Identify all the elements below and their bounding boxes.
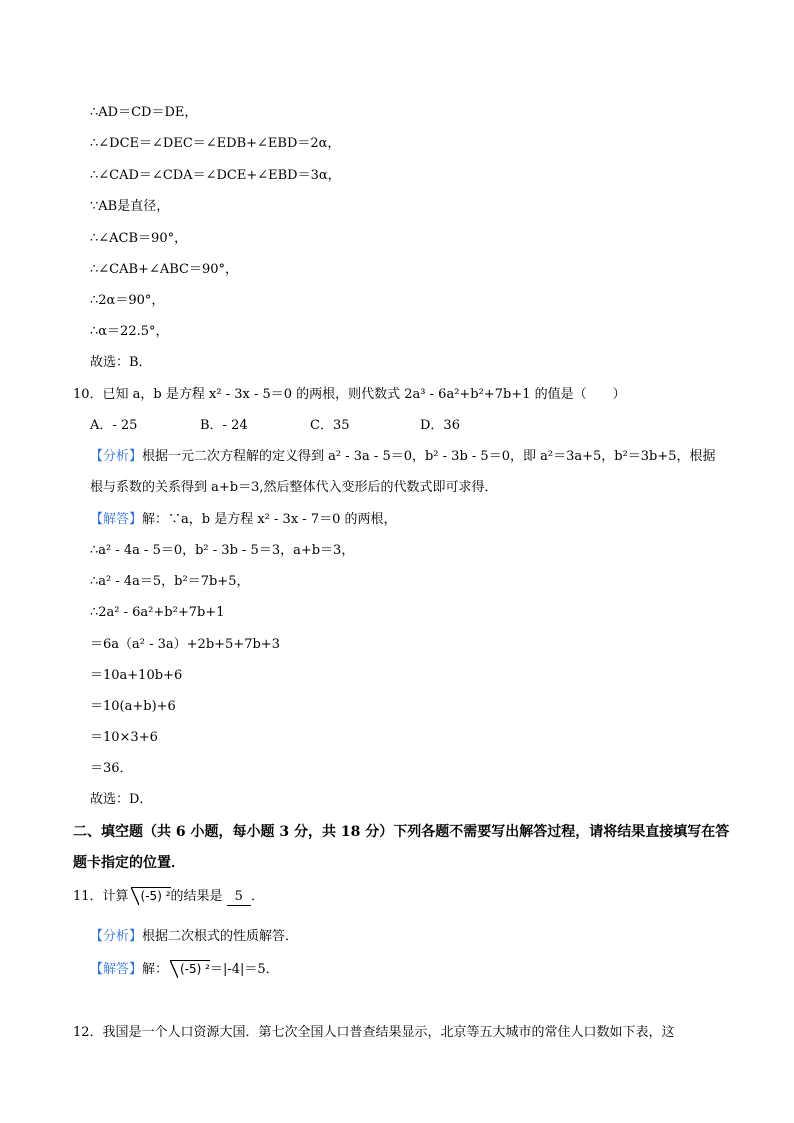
option-c: C．35 bbox=[310, 418, 350, 433]
solution-tag: 【解答】 bbox=[90, 962, 143, 977]
solution-step: ＝10(a+b)+6 bbox=[90, 699, 176, 714]
proof-line: ∴∠DCE＝∠DEC＝∠EDB+∠EBD＝2α， bbox=[90, 136, 341, 151]
proof-line: ∵AB是直径， bbox=[90, 199, 170, 214]
option-d: D．36 bbox=[420, 418, 460, 433]
solution-step: ＝10×3+6 bbox=[90, 730, 158, 745]
sqrt-expression bbox=[170, 960, 210, 978]
solution-step: ∴2a² - 6a²+b²+7b+1 bbox=[90, 605, 225, 620]
proof-line: ∴∠CAD＝∠CDA＝∠DCE+∠EBD＝3α， bbox=[90, 168, 341, 183]
question-11-stem bbox=[73, 887, 264, 906]
question-10-analysis-cont: 根与系数的关系得到 a+b＝3,然后整体代入变形后的代数式即可求得． bbox=[90, 480, 498, 495]
proof-line: ∴∠ACB＝90°， bbox=[90, 231, 188, 246]
analysis-text: 根据二次根式的性质解答． bbox=[142, 929, 299, 944]
proof-line: ∴2α＝90°， bbox=[90, 293, 165, 308]
proof-line: 故选：B． bbox=[90, 355, 152, 370]
solution-rest: ＝|-4|＝5． bbox=[209, 962, 279, 977]
solution-text: 解：∵a，b 是方程 x² - 3x - 7＝0 的两根， bbox=[142, 512, 397, 527]
question-10-analysis bbox=[90, 448, 716, 466]
solution-step: ∴a² - 4a＝5，b²＝7b+5， bbox=[90, 574, 250, 589]
q11-suffix: ． bbox=[250, 889, 264, 904]
sqrt-expression bbox=[131, 887, 171, 905]
question-12-stem: 12．我国是一个人口资源大国．第七次全国人口普查结果显示，北京等五大城市的常住人口数如下表，这 bbox=[73, 1025, 675, 1040]
solution-step: ＝10a+10b+6 bbox=[90, 668, 183, 683]
question-11-analysis bbox=[90, 928, 298, 946]
radicand: (-5) ² bbox=[140, 889, 171, 903]
analysis-tag: 【分析】 bbox=[90, 929, 143, 944]
solution-prefix: 解： bbox=[142, 962, 169, 977]
question-11-solution bbox=[90, 960, 279, 979]
solution-step: ∴a² - 4a - 5＝0，b² - 3b - 5＝3，a+b＝3， bbox=[90, 543, 355, 558]
proof-line: ∴AD＝CD＝DE， bbox=[90, 105, 198, 120]
solution-step: ＝36． bbox=[90, 761, 133, 776]
proof-line: ∴∠CAB+∠ABC＝90°， bbox=[90, 262, 239, 277]
section-heading: 二、填空题（共 6 小题，每小题 3 分，共 18 分）下列各题不需要写出解答过程，请将结果直接填写在答 bbox=[73, 824, 730, 840]
solution-step: 故选：D． bbox=[90, 792, 153, 807]
option-a: A．- 25 bbox=[90, 418, 138, 433]
q11-middle: 的结果是 bbox=[170, 889, 223, 904]
section-heading-cont: 题卡指定的位置． bbox=[73, 855, 185, 871]
solution-tag: 【解答】 bbox=[90, 512, 143, 527]
question-10-options bbox=[90, 417, 530, 435]
question-10-solution bbox=[90, 511, 397, 529]
radicand: (-5) ² bbox=[180, 962, 210, 976]
answer-blank: 5 bbox=[227, 889, 251, 906]
solution-step: ＝6a（a² - 3a）+2b+5+7b+3 bbox=[90, 637, 280, 652]
option-b: B．- 24 bbox=[200, 418, 248, 433]
analysis-text: 根据一元二次方程解的定义得到 a² - 3a - 5＝0，b² - 3b - 5＝0，即 a²＝3a+5，b²＝3b+5，根据 bbox=[142, 449, 716, 464]
proof-line: ∴α＝22.5°， bbox=[90, 324, 169, 339]
analysis-tag: 【分析】 bbox=[90, 449, 143, 464]
question-10-stem: 10．已知 a，b 是方程 x² - 3x - 5＝0 的两根，则代数式 2a³ - 6a²+b²+7b+1 的值是（ ） bbox=[73, 387, 626, 402]
q11-prefix: 11．计算 bbox=[73, 889, 129, 904]
